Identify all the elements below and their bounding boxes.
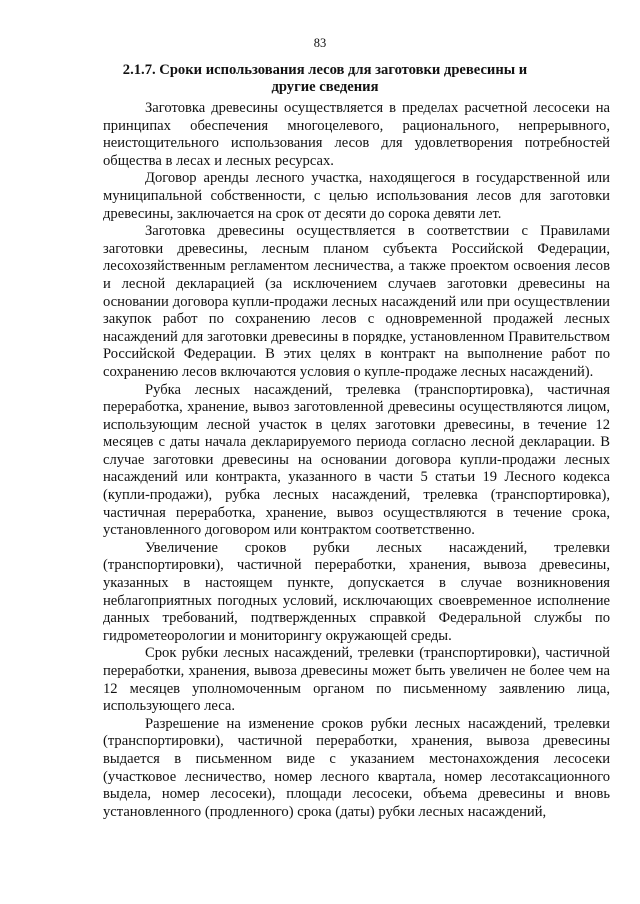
paragraph: Разрешение на изменение сроков рубки лесных насаждений, трелевки (транспортировки), частичной переработки, хранения, вывоза древесины выдается в письменном виде с указанием местонахождения лесосеки (участковое лесничество, номер лесного квартала, номер лесотаксационного выдела, номер лесосеки), площади лесосеки, объема древесины и вновь установленного (продленного) срока (даты) рубки лесных насаждений, xyxy=(103,715,610,820)
paragraph: Увеличение сроков рубки лесных насаждений, трелевки (транспортировки), частичной переработки, хранения, вывоза древесины, указанных в настоящем пункте, допускается в случае возникновения неблагоприятных погодных условий, исключающих своевременное исполнение данных требований, подтвержденных справкой Федеральной службы по гидрометеорологии и мониторингу окружающей среды. xyxy=(103,539,610,644)
paragraph: Рубка лесных насаждений, трелевка (транспортировка), частичная переработка, хранение, вывоз заготовленной древесины осуществляются лицом, использующим лесной участок в целях заготовки древесины, в течение 12 месяцев с даты начала декларируемого периода согласно лесной декларации. В случае заготовки древесины на основании договора купли-продажи лесных насаждений или контракта, указанного в части 5 статьи 19 Лесного кодекса (купли-продажи), рубка лесных насаждений, трелевка (транспортировка), частичная переработка, хранение, вывоз осуществляются в течение срока, установленного договором или контрактом соответственно. xyxy=(103,381,610,539)
body-text xyxy=(103,100,610,821)
page-number: 83 xyxy=(313,36,327,50)
paragraph: Заготовка древесины осуществляется в соответствии с Правилами заготовки древесины, лесным планом субъекта Российской Федерации, лесохозяйственным регламентом лесничества, а также проектом освоения лесов и лесной декларацией (за исключением случаев заготовки древесины на основании договора купли-продажи лесных насаждений или при осуществлении закупок работ по сохранению лесов с одновременной продажей лесных насаждений для заготовки древесины в порядке, установленном Правительством Российской Федерации. В этих целях в контракт на выполнение работ по сохранению лесов включаются условия о купле-продаже лесных насаждений). xyxy=(103,223,610,380)
section-heading: 2.1.7. Сроки использования лесов для заготовки древесины и другие сведения xyxy=(122,62,528,95)
paragraph: Договор аренды лесного участка, находящегося в государственной или муниципальной собственности, с целью использования лесов для заготовки древесины, заключается на срок от десяти до сорока девяти лет. xyxy=(103,170,610,222)
paragraph: Срок рубки лесных насаждений, трелевки (транспортировки), частичной переработки, хранения, вывоза древесины может быть увеличен не более чем на 12 месяцев уполномоченным органом по письменному заявлению лица, использующего леса. xyxy=(103,645,610,715)
paragraph: Заготовка древесины осуществляется в пределах расчетной лесосеки на принципах обеспечения многоцелевого, рационального, непрерывного, неистощительного использования лесов для удовлетворения потребностей общества в лесах и лесных ресурсах. xyxy=(103,100,610,169)
